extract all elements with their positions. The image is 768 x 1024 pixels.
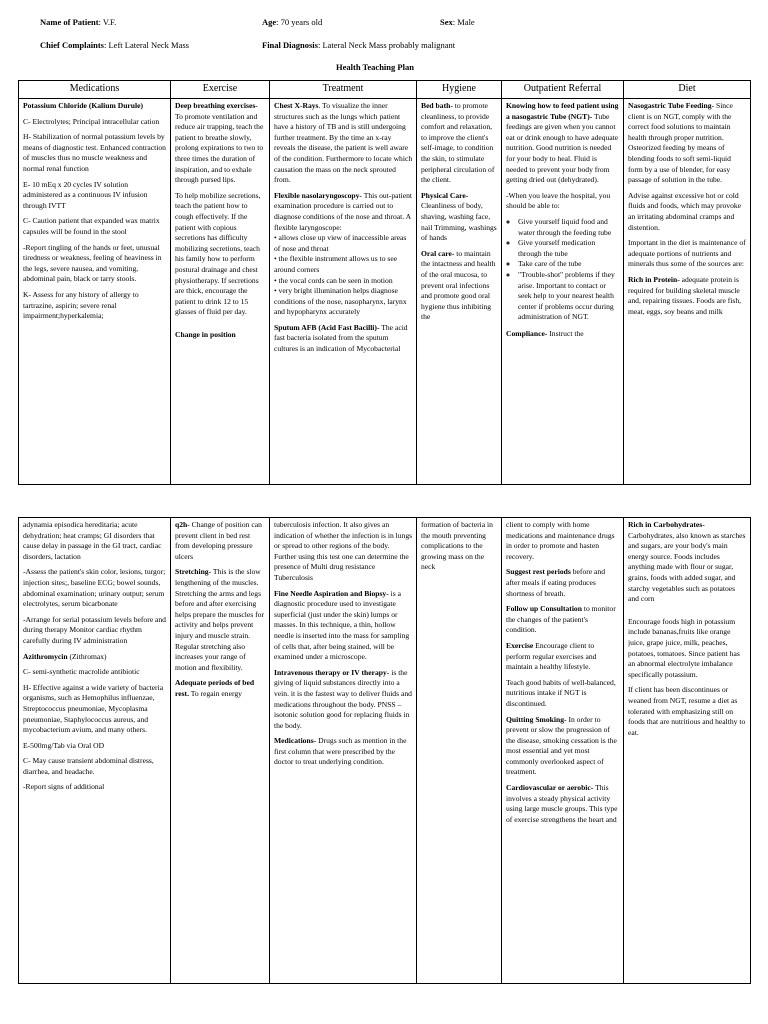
- header-hygiene: Hygiene: [417, 81, 502, 99]
- diet-cell: Rich in Carbohydrates- Carbohydrates, also known as starches and sugars, are your body's main energy source. Foods includes anything made with flour or sugar, grains, foods with added sugar, and starchy vegetables such as potatoes and corn Encourage foods high in potassium include bananas,fruits like orange juice, grape juice, milk, peaches, potatoes, tomatoes. Since patient has an abnormal electrolyte imbalance specifically potassium. If client has been discontinues or weaned from NGT, resume a diet as tolerated with emphasizing still on foods that are nutritious and healthy to eat.: [624, 518, 751, 984]
- exercise-cell: q2h- Change of position can prevent client in bed rest from developing pressure ulcers Stretching- This is the slow lengthening of the muscles. Stretching the arms and legs before and after exercising helps prepare the muscles for activity and helps prevent injury and muscle strain. Regular stretching also increases your range of motion and flexibility. Adequate periods of bed rest. To regain energy: [171, 518, 270, 984]
- diet-cell: Nasogastric Tube Feeding- Since client is on NGT, comply with the correct food solutions to maintain health through proper nutrition. Osteorized feeding by means of blending foods to soft semi-liquid form by a use of blender, for easy passage of solution in the tube. Advise against excessive hot or cold fluids and foods, which may provoke an irritating abdominal cramps and distention. Important in the diet is maintenance of adequate portions of nutrients and minerals thus some of the sources are: Rich in Protein- adequate protein is required for building skeletal muscle and, repairing tissues. Foods are fish, meat, eggs, soy beans and milk: [624, 99, 751, 485]
- patient-age: Age: 70 years old: [262, 17, 323, 27]
- medications-cell: adynamia episodica hereditaria; acute dehydration; heat cramps; GI disorders that cause delay in passage in the GI tract, cardiac disorders, lactation -Assess the patient's skin color, lesions, turgor; injection sites;, baseline ECG; bowel sounds, abdominal examination; urinary output; serum electrolytes, serum bicarbonate -Arrange for serial potassium levels before and during therapy Monitor cardiac rhythm carefully during IV administration Azithromycin (Zithromax) C- semi-synthetic macrolide antibiotic H- Effective against a wide variety of bacteria organisms, such as Hemophilus influenzae, Streptococcus pneumoniae, Mycoplasma pneumoniae, Staphylococcus aureus, and mycobacterium avium, and many others. E-500mg/Tab via Oral OD C- May cause transient abdominal distress, diarrhea, and headache. -Report signs of additional: [19, 518, 171, 984]
- final-diagnosis: Final Diagnosis: Lateral Neck Mass probably malignant: [262, 40, 456, 50]
- treatment-cell: Chest X-Rays. To visualize the inner structures such as the lungs which patient have a history of TB and is still undergoing further treatment. By the time an x-ray reveals the disease, the patient is well aware of the condition. Furthermore to locate which causation the mass on the neck sprouted from. Flexible nasolaryngoscopy- This out-patient examination procedure is carried out to diagnose conditions of the nose and throat. A flexible laryngoscope: • allows close up view of inaccessible areas of nose and throat • the flexible instrument allows us to see around corners • the vocal cords can be seen in motion • very bright illumination helps diagnose conditions of the nose, nasopharynx, larynx and hypopharynx accurately Sputum AFB (Acid Fast Bacilli)- The acid fast bacteria isolated from the sputum cultures is an indication of Mycobacterial: [270, 99, 417, 485]
- patient-name: Name of Patient: V.F.: [40, 17, 117, 27]
- patient-sex: Sex: Male: [440, 17, 475, 27]
- hygiene-cell: formation of bacteria in the mouth preventing complications to the growing mass on the neck: [417, 518, 502, 984]
- table-row: [19, 518, 751, 984]
- exercise-cell: Deep breathing exercises- To promote ventilation and reduce air trapping, teach the patient to breathe slowly, prolong expirations to two to three times the duration of inspiration, and to exhale through pursed lips. To help mobilize secretions, teach the patient how to cough effectively. If the patient with copious secretions has difficulty mobilizing secretions, teach his family how to perform postural drainage and chest physiotherapy. If secretions are thick, encourage the patient to drink 12 to 15 glasses of fluid per day. Change in position: [171, 99, 270, 485]
- teaching-plan-table-2: [18, 517, 751, 984]
- medications-cell: Potassium Chloride (Kalium Durule) C- Electrolytes; Principal intracellular cation H- Stabilization of normal potassium levels by means of diagnostic test. Enhanced contraction of muscles thus no muscle weakness and normal renal function E- 10 mEq x 20 cycles IV solution administered as a continuous IV infusion through IVTT C- Caution patient that expanded wax matrix capsules will be found in the stool -Report tingling of the hands or feet, unusual tiredness or weakness, feeling of heaviness in the legs, severe nausea, and vomiting, abdominal pain, black or tarry stools. K- Assess for any history of allergy to tartrazine, aspirin; severe renal impairment;hyperkalemia;: [19, 99, 171, 485]
- hygiene-cell: Bed bath- to promote cleanliness, to provide comfort and relaxation, to improve the client's self-image, to condition the skin, to stimulate peripheral circulation of the client. Physical Care- Cleanliness of body, shaving, washing face, nail Trimming, washings of hands Oral care- to maintain the intactness and health of the oral mucosa, to prevent oral infections and promote good oral hygiene thus inhibiting the: [417, 99, 502, 485]
- list-item: ◦ "Trouble-shot" problems if they arise. Important to contact or seek help to your nearest health center if problems occur during administration of NGT.: [518, 270, 620, 323]
- list-item: ◦ Give yourself medication through the tube: [518, 238, 620, 259]
- outpatient-referral-cell: Knowing how to feed patient using a nasogastric Tube (NGT)- Tube feedings are given when you cannot eat or drink enough to have adequate nutrition. Good nutrition is needed for your body to heal. Fluid is needed to prevent your body from getting dried out (dehydrated). -When you leave the hospital, you should be able to: ◦ Give yourself liquid food and water through the feeding tube ◦ Give yourself medication through the tube ◦ Take care of the tube ◦ "Trouble-shot" problems if they arise. Important to contact or seek help to your nearest health center if problems occur during administration of NGT. Compliance- Instruct the: [502, 99, 624, 485]
- table-row: [19, 99, 751, 485]
- treatment-cell: tuberculosis infection. It also gives an indication of whether the infection is in lungs or spread to other regions of the body. Further using this test one can determine the presence of Multi drug resistance Tuberculosis Fine Needle Aspiration and Biopsy- is a diagnostic procedure used to investigate superficial (just under the skin) lumps or masses. In this technique, a thin, hollow needle is inserted into the mass for sampling of cells that, after being stained, will be examined under a microscope. Intravenous therapy or IV therapy- is the giving of liquid substances directly into a vein. it is the fastest way to deliver fluids and medications throughout the body. PNSS –isotonic solution good for replacing fluids in the body. Medications- Drugs such as mention in the first column that were prescribed by the doctor to treat underlying condition.: [270, 518, 417, 984]
- header-medications: Medications: [19, 81, 171, 99]
- plan-title: Health Teaching Plan: [336, 62, 414, 72]
- list-item: ◦ Give yourself liquid food and water through the feeding tube: [518, 217, 620, 238]
- header-outpatient-referral: Outpatient Referral: [502, 81, 624, 99]
- teaching-plan-table-1: [18, 80, 751, 485]
- header-diet: Diet: [624, 81, 751, 99]
- outpatient-referral-cell: client to comply with home medications and maintenance drugs in order to promote and hasten recovery. Suggest rest periods before and after meals if eating produces shortness of breath. Follow up Consultation to monitor the changes of the patient's condition. Exercise Encourage client to perform regular exercises and maintain a healthy lifestyle. Teach good habits of well-balanced, nutritious intake if NGT is discontinued. Quitting Smoking- In order to prevent or slow the progression of the disease, smoking cessation is the most essential and yet most commonly overlooked aspect of treatment. Cardiovascular or aerobic- This involves a steady physical activity using large muscle groups. This type of exercise strengthens the heart and: [502, 518, 624, 984]
- header-treatment: Treatment: [270, 81, 417, 99]
- chief-complaint: Chief Complaints: Left Lateral Neck Mass: [40, 40, 189, 50]
- header-exercise: Exercise: [171, 81, 270, 99]
- column-header-row: [19, 81, 751, 99]
- list-item: ◦ Take care of the tube: [518, 259, 620, 270]
